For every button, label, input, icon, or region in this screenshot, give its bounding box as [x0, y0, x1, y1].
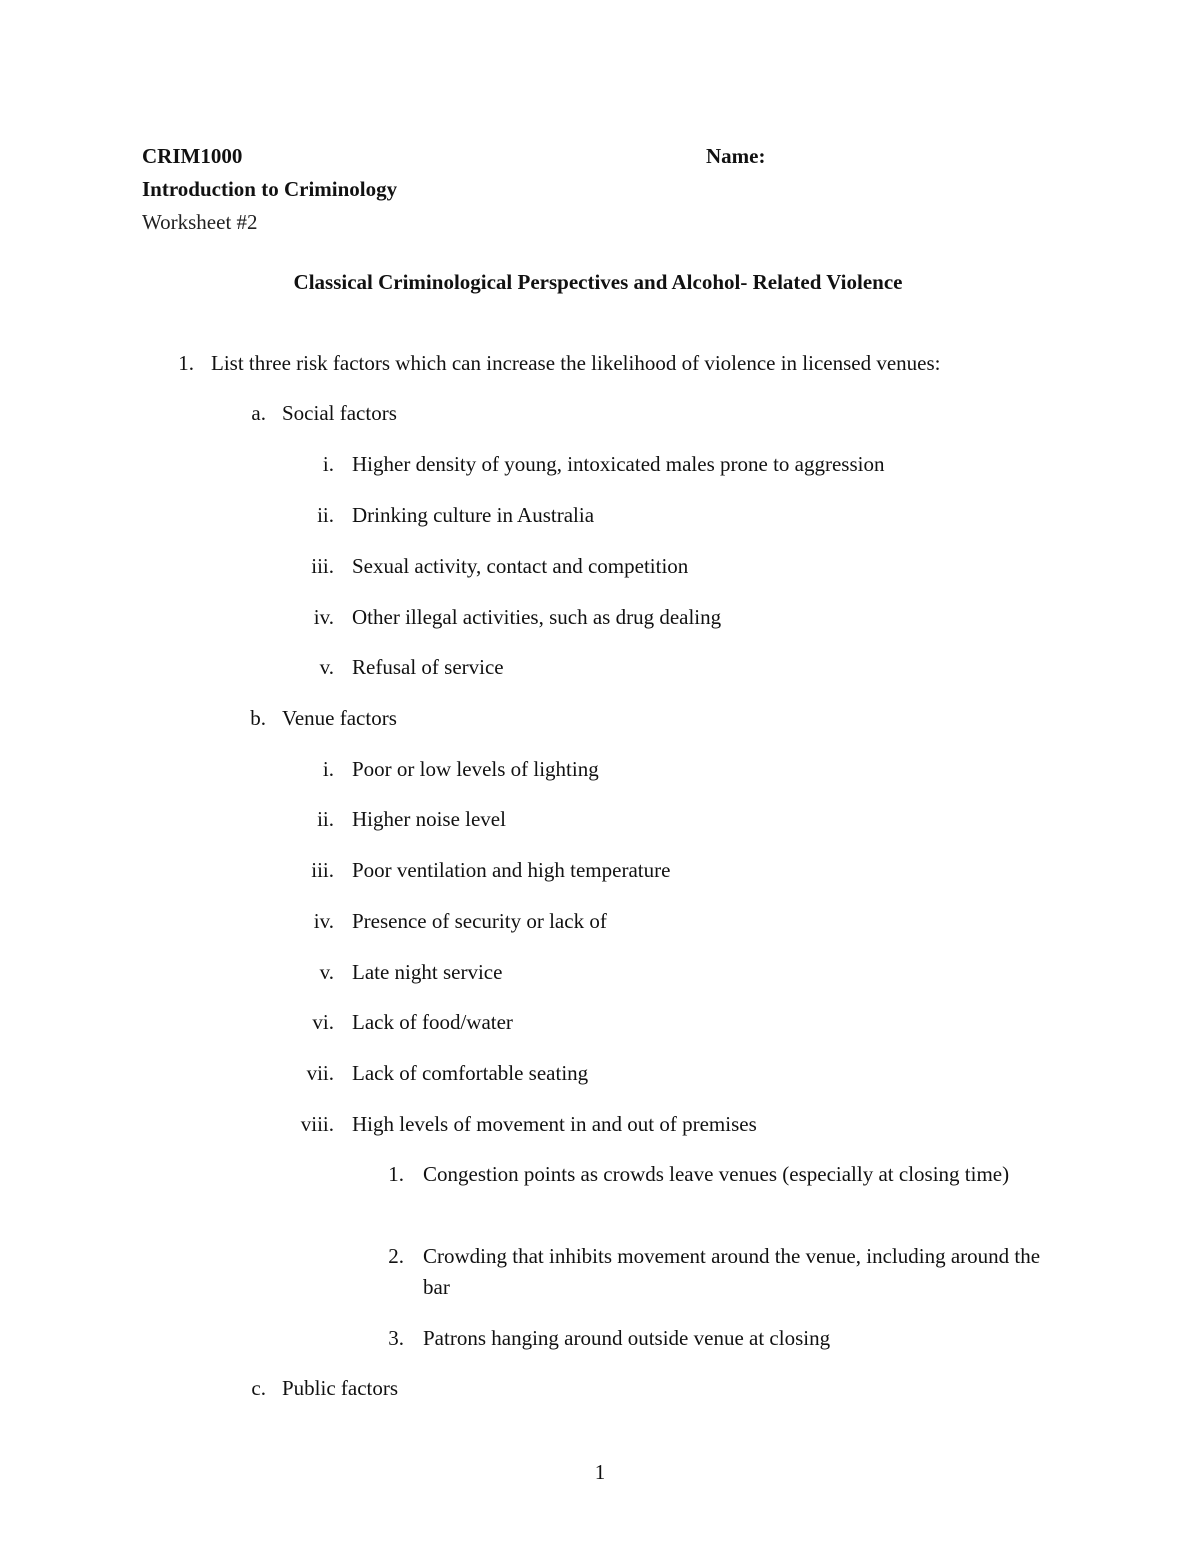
item-marker: iv.	[313, 605, 334, 629]
section-marker: c.	[251, 1376, 266, 1400]
name-label: Name:	[706, 144, 766, 168]
subitem-marker: 1.	[388, 1162, 404, 1186]
list-item: High levels of movement in and out of premises	[352, 1112, 757, 1136]
list-item: Poor or low levels of lighting	[352, 757, 599, 781]
subitem-marker: 2.	[388, 1244, 404, 1268]
section-marker: b.	[250, 706, 266, 730]
document-title: Classical Criminological Perspectives and Alcohol- Related Violence	[293, 270, 903, 294]
list-item: Other illegal activities, such as drug dealing	[352, 605, 722, 629]
item-marker: i.	[322, 757, 334, 781]
list-item: Higher noise level	[352, 807, 506, 831]
worksheet-label: Worksheet #2	[142, 210, 258, 234]
section-label: Social factors	[282, 401, 397, 425]
item-marker: vi.	[312, 1010, 334, 1034]
item-marker: viii.	[300, 1112, 334, 1136]
sub-list-item: Crowding that inhibits movement around the venue, including around the bar	[423, 1244, 1041, 1299]
page-number: 1	[594, 1460, 606, 1484]
course-title: Introduction to Criminology	[142, 177, 398, 201]
list-item: Higher density of young, intoxicated males prone to aggression	[352, 452, 885, 476]
list-item: Refusal of service	[352, 655, 504, 679]
list-item: Poor ventilation and high temperature	[352, 858, 671, 882]
subitem-marker: 3.	[388, 1326, 404, 1350]
item-marker: ii.	[317, 503, 334, 527]
item-marker: iii.	[311, 858, 334, 882]
list-item: Drinking culture in Australia	[352, 503, 595, 527]
sub-list-item: Patrons hanging around outside venue at closing	[423, 1326, 831, 1350]
list-item: Lack of comfortable seating	[352, 1061, 589, 1085]
item-marker: iv.	[313, 909, 334, 933]
course-code: CRIM1000	[142, 144, 243, 168]
sub-list-item: Congestion points as crowds leave venues (especially at closing time)	[423, 1162, 1010, 1186]
question-number: 1.	[178, 351, 194, 375]
item-marker: i.	[322, 452, 334, 476]
section-label: Venue factors	[282, 706, 397, 730]
item-marker: ii.	[317, 807, 334, 831]
list-item: Late night service	[352, 960, 503, 984]
list-item: Lack of food/water	[352, 1010, 513, 1034]
section-marker: a.	[251, 401, 266, 425]
list-item: Presence of security or lack of	[352, 909, 607, 933]
list-item: Sexual activity, contact and competition	[352, 554, 689, 578]
item-marker: vii.	[306, 1061, 334, 1085]
item-marker: v.	[319, 960, 334, 984]
section-label: Public factors	[282, 1376, 399, 1400]
item-marker: v.	[319, 655, 334, 679]
item-marker: iii.	[311, 554, 334, 578]
question-text: List three risk factors which can increase the likelihood of violence in licensed venues:	[211, 351, 941, 375]
